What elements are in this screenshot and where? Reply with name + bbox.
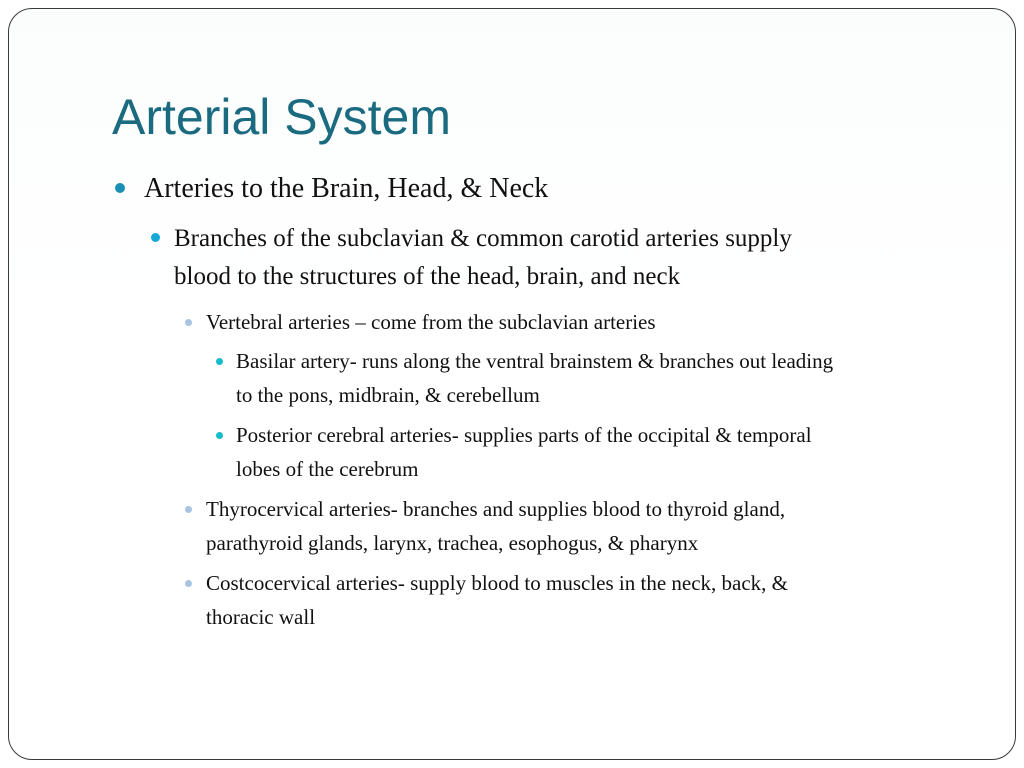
bullet-level-4	[236, 418, 812, 486]
bullet-text: to the pons, midbrain, & cerebellum	[236, 383, 540, 407]
bullet-dot-icon	[115, 183, 125, 193]
bullet-level-3	[206, 566, 788, 634]
bullet-text: Vertebral arteries – come from the subclavian arteries	[206, 310, 656, 334]
bullet-text: Arteries to the Brain, Head, & Neck	[144, 173, 549, 204]
bullet-dot-icon	[216, 358, 223, 365]
bullet-level-2	[174, 220, 792, 296]
bullet-text: Costcocervical arteries- supply blood to muscles in the neck, back, &	[206, 571, 789, 595]
bullet-text: Posterior cerebral arteries- supplies parts of the occipital & temporal	[236, 423, 812, 447]
bullet-level-4	[236, 344, 833, 412]
bullet-text: blood to the structures of the head, brain, and neck	[174, 263, 681, 290]
bullet-dot-icon	[185, 580, 192, 587]
bullet-dot-icon	[185, 506, 192, 513]
bullet-text: lobes of the cerebrum	[236, 457, 419, 481]
bullet-text: Branches of the subclavian & common carotid arteries supply	[174, 225, 792, 252]
bullet-dot-icon	[216, 432, 223, 439]
bullet-text: thoracic wall	[206, 605, 316, 629]
slide-title: Arterial System	[112, 89, 451, 145]
bullet-text: Basilar artery- runs along the ventral brainstem & branches out leading	[236, 349, 834, 373]
bullet-text: Thyrocervical arteries- branches and supplies blood to thyroid gland,	[206, 497, 786, 521]
bullet-text: parathyroid glands, larynx, trachea, esophogus, & pharynx	[206, 531, 699, 555]
bullet-dot-icon	[185, 319, 192, 326]
bullet-level-1	[144, 170, 548, 208]
bullet-dot-icon	[151, 233, 160, 242]
bullet-level-3	[206, 492, 785, 560]
bullet-level-3	[206, 305, 656, 339]
